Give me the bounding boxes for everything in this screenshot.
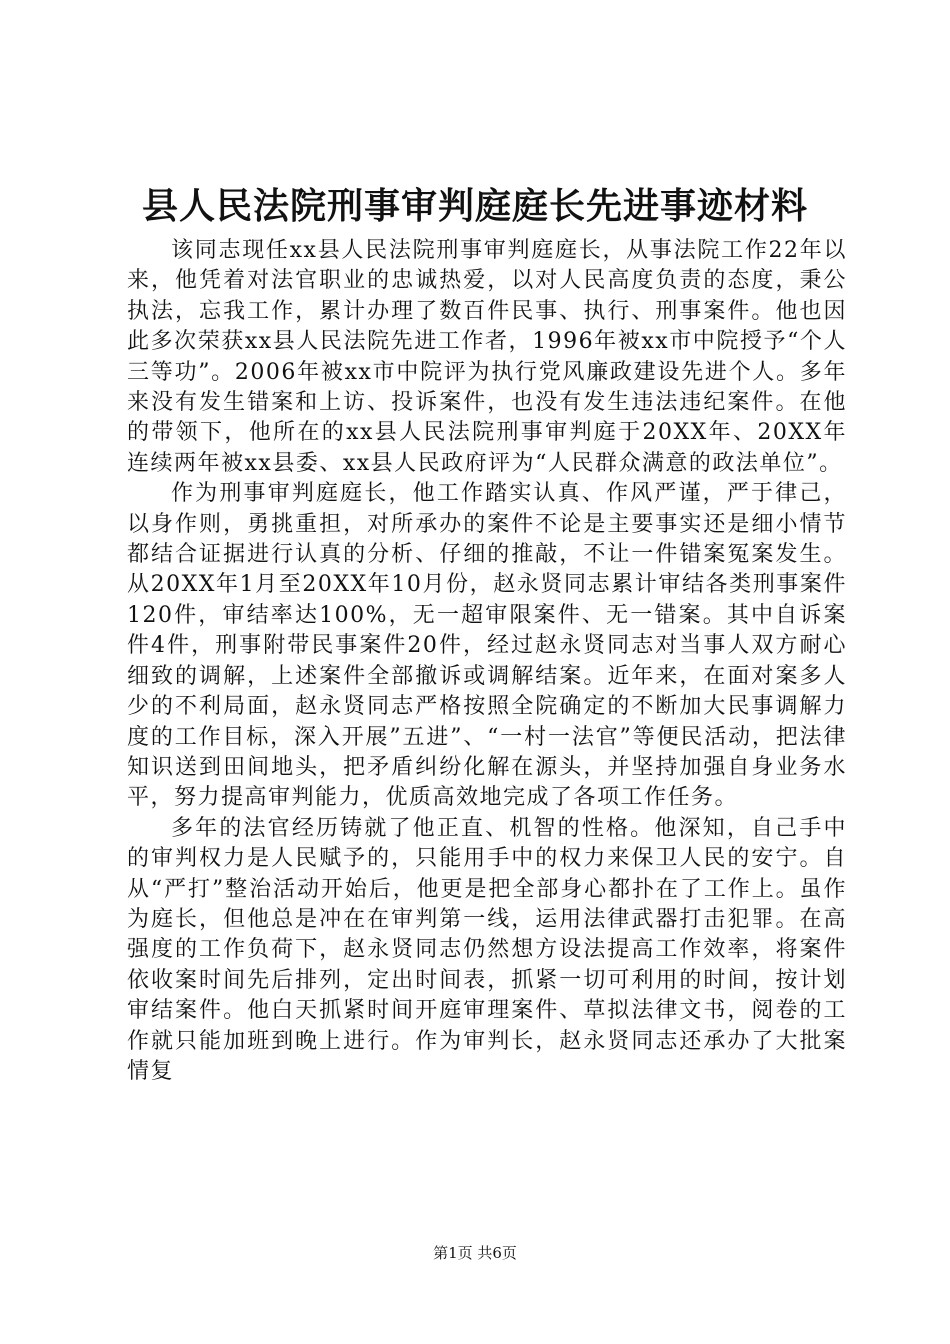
paragraph-2: 作为刑事审判庭庭长，他工作踏实认真、作风严谨，严于律己，以身作则，勇挑重担，对所承办的案件不论是主要事实还是细小情节都结合证据进行认真的分析、仔细的推敲，不让一件错案冤案发生。从20XX年1月至20XX年10月份，赵永贤同志累计审结各类刑事案件120件，审结率达100%，无一超审限案件、无一错案。其中自诉案件4件，刑事附带民事案件20件，经过赵永贤同志对当事人双方耐心细致的调解，上述案件全部撤诉或调解结案。近年来，在面对案多人少的不利局面，赵永贤同志严格按照全院确定的不断加大民事调解力度的工作目标，深入开展”五进”、“一村一法官”等便民活动，把法律知识送到田间地头，把矛盾纠纷化解在源头，并坚持加强自身业务水平，努力提高审判能力，优质高效地完成了各项工作任务。 xyxy=(127,481,847,811)
page-footer: 第1页 共6页 xyxy=(433,1244,517,1262)
document-body xyxy=(127,236,847,1087)
document-title: 县人民法院刑事审判庭庭长先进事迹材料 xyxy=(141,186,808,227)
paragraph-1: 该同志现任xx县人民法院刑事审判庭庭长，从事法院工作22年以来，他凭着对法官职业的忠诚热爱，以对人民高度负责的态度，秉公执法，忘我工作，累计办理了数百件民事、执行、刑事案件。他也因此多次荣获xx县人民法院先进工作者，1996年被xx市中院授予“个人三等功”。2006年被xx市中院评为执行党风廉政建设先进个人。多年来没有发生错案和上访、投诉案件，也没有发生违法违纪案件。在他的带领下，他所在的xx县人民法院刑事审判庭于20XX年、20XX年连续两年被xx县委、xx县人民政府评为“人民群众满意的政法单位”。 xyxy=(127,238,847,476)
paragraph-3: 多年的法官经历铸就了他正直、机智的性格。他深知，自己手中的审判权力是人民赋予的，只能用手中的权力来保卫人民的安宁。自从“严打”整治活动开始后，他更是把全部身心都扑在了工作上。虽作为庭长，但他总是冲在在审判第一线，运用法律武器打击犯罪。在高强度的工作负荷下，赵永贤同志仍然想方设法提高工作效率，将案件依收案时间先后排列，定出时间表，抓紧一切可利用的时间，按计划审结案件。他白天抓紧时间开庭审理案件、草拟法律文书，阅卷的工作就只能加班到晚上进行。作为审判长，赵永贤同志还承办了大批案情复 xyxy=(127,815,847,1084)
